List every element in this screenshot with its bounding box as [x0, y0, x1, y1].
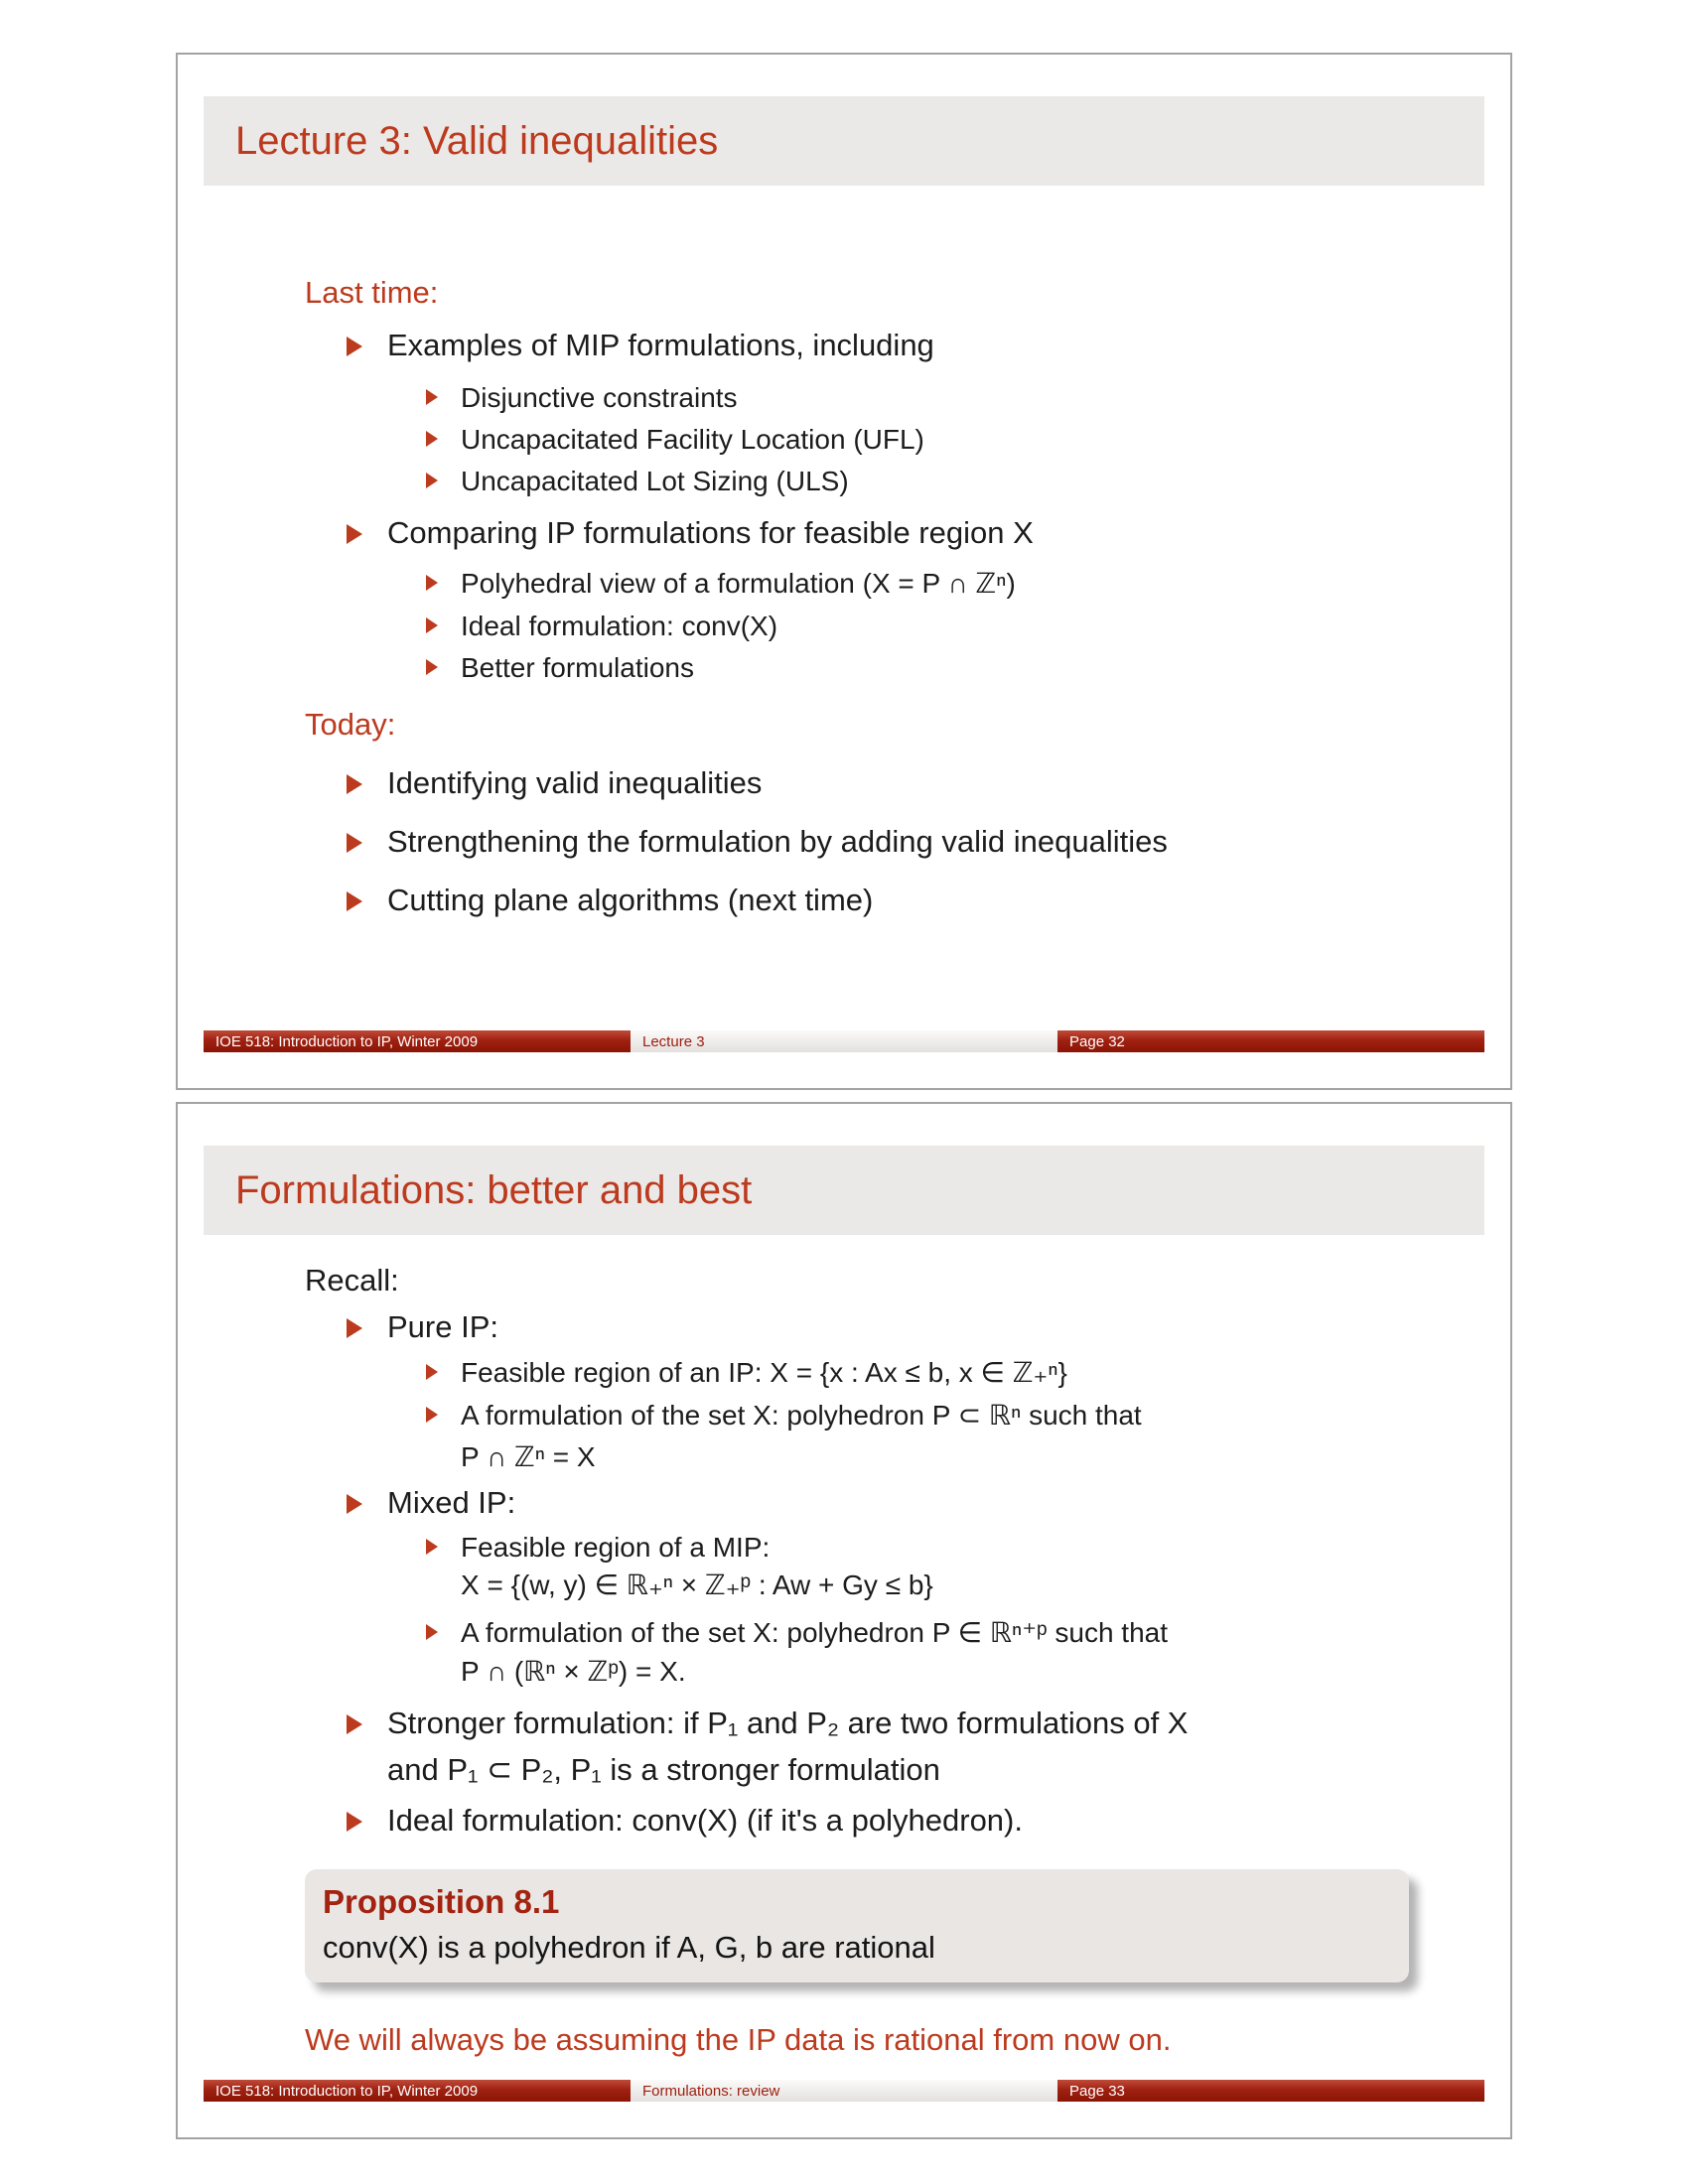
bullet-triangle-icon [426, 1539, 438, 1555]
bullet-text: Comparing IP formulations for feasible region X [387, 515, 1034, 550]
bullet-triangle-icon [347, 891, 362, 911]
sub-bullet-continuation [461, 1655, 686, 1688]
slide-title-bar [204, 1146, 1484, 1235]
section-heading-label: Today: [305, 707, 396, 742]
footer-page-label: Page 33 [1069, 2082, 1125, 2100]
slide-page-33 [176, 1102, 1512, 2139]
bullet-item [347, 1803, 1023, 1840]
sub-bullet-text: A formulation of the set X: polyhedron P ⊂ ℝⁿ such that [461, 1400, 1142, 1431]
bullet-text: Cutting plane algorithms (next time) [387, 883, 874, 917]
bullet-triangle-icon [426, 1624, 438, 1640]
bullet-triangle-icon [347, 337, 362, 356]
sub-bullet-text: Better formulations [461, 652, 694, 683]
sub-bullet-text: P ∩ (ℝⁿ × ℤᵖ) = X. [461, 1656, 686, 1687]
bullet-item [347, 1706, 1188, 1742]
sub-bullet-text: Ideal formulation: conv(X) [461, 611, 778, 641]
footer-page [1057, 1030, 1484, 1052]
bullet-item [347, 765, 762, 802]
bullet-item [347, 515, 1034, 552]
footer-section-label: Formulations: review [642, 2082, 780, 2100]
bullet-text: Examples of MIP formulations, including [387, 328, 934, 362]
bullet-text: Ideal formulation: conv(X) (if it's a polyhedron). [387, 1803, 1023, 1838]
bullet-triangle-icon [347, 774, 362, 794]
bullet-item [347, 883, 873, 919]
bullet-text: Pure IP: [387, 1309, 498, 1344]
section-heading-today [305, 707, 395, 744]
bullet-triangle-icon [426, 389, 438, 405]
bullet-triangle-icon [426, 1407, 438, 1423]
bullet-item [347, 1309, 498, 1346]
bullet-triangle-icon [347, 833, 362, 853]
bullet-triangle-icon [347, 524, 362, 544]
bullet-triangle-icon [426, 473, 438, 488]
sub-bullet-item [426, 651, 694, 684]
footer-bar [204, 1030, 1484, 1052]
sub-bullet-text: Uncapacitated Lot Sizing (ULS) [461, 466, 849, 496]
bullet-item [347, 1485, 515, 1522]
sub-bullet-item [426, 465, 849, 497]
footer-page [1057, 2080, 1484, 2102]
footer-section-label: Lecture 3 [642, 1032, 705, 1050]
slide-title: Lecture 3: Valid inequalities [235, 118, 719, 163]
footer-page-label: Page 32 [1069, 1032, 1125, 1050]
bullet-triangle-icon [426, 575, 438, 591]
slide-page-32 [176, 53, 1512, 1090]
bullet-triangle-icon [347, 1714, 362, 1734]
section-heading-label: Recall: [305, 1263, 399, 1297]
sub-bullet-text: Polyhedral view of a formulation (X = P ∩ ℤⁿ) [461, 568, 1016, 599]
bullet-triangle-icon [347, 1318, 362, 1338]
bullet-text: and P₁ ⊂ P₂, P₁ is a stronger formulation [387, 1752, 940, 1787]
bullet-text: Stronger formulation: if P₁ and P₂ are two formulations of X [387, 1706, 1189, 1740]
section-heading-label: Last time: [305, 275, 439, 310]
sub-bullet-item [426, 1356, 1067, 1389]
sub-bullet-text: A formulation of the set X: polyhedron P ∈ ℝⁿ⁺ᵖ such that [461, 1617, 1169, 1648]
sub-bullet-item [426, 381, 738, 414]
sub-bullet-item [426, 1616, 1168, 1649]
bullet-item [347, 328, 934, 364]
sub-bullet-item [426, 423, 924, 456]
sub-bullet-item [426, 1531, 770, 1564]
bullet-triangle-icon [347, 1494, 362, 1514]
bullet-triangle-icon [426, 1364, 438, 1380]
footer-course [204, 1030, 631, 1052]
section-heading-recall [305, 1263, 399, 1299]
sub-bullet-text: Uncapacitated Facility Location (UFL) [461, 424, 924, 455]
bullet-item [347, 824, 1168, 861]
bullet-triangle-icon [426, 431, 438, 447]
footer-section [631, 1030, 1057, 1052]
sub-bullet-text: Feasible region of an IP: X = {x : Ax ≤ b, x ∈ ℤ₊ⁿ} [461, 1357, 1067, 1388]
footer-section [631, 2080, 1057, 2102]
proposition-body: conv(X) is a polyhedron if A, G, b are rational [323, 1930, 935, 1965]
bullet-triangle-icon [426, 659, 438, 675]
bullet-triangle-icon [426, 617, 438, 633]
bullet-text: Mixed IP: [387, 1485, 516, 1520]
sub-bullet-continuation [461, 1440, 596, 1473]
bullet-continuation [387, 1752, 940, 1789]
sub-bullet-item [426, 567, 1016, 600]
slide-title-bar [204, 96, 1484, 186]
sub-bullet-continuation [461, 1569, 933, 1601]
section-heading-last-time [305, 275, 438, 312]
sub-bullet-text: Disjunctive constraints [461, 382, 738, 413]
footer-course-label: IOE 518: Introduction to IP, Winter 2009 [215, 1032, 479, 1050]
footer-course [204, 2080, 631, 2102]
bullet-text: Identifying valid inequalities [387, 765, 763, 800]
sub-bullet-item [426, 1399, 1142, 1432]
proposition-block [305, 1869, 1409, 1982]
footer-course-label: IOE 518: Introduction to IP, Winter 2009 [215, 2082, 479, 2100]
sub-bullet-item [426, 610, 777, 642]
bullet-triangle-icon [347, 1812, 362, 1832]
proposition-title: Proposition 8.1 [323, 1883, 560, 1920]
footer-bar [204, 2080, 1484, 2102]
bullet-text: Strengthening the formulation by adding valid inequalities [387, 824, 1168, 859]
sub-bullet-text: P ∩ ℤⁿ = X [461, 1441, 596, 1472]
note-text: We will always be assuming the IP data is rational from now on. [305, 2022, 1172, 2057]
slide-title: Formulations: better and best [235, 1167, 753, 1212]
sub-bullet-text: Feasible region of a MIP: [461, 1532, 771, 1563]
sub-bullet-text: X = {(w, y) ∈ ℝ₊ⁿ × ℤ₊ᵖ : Aw + Gy ≤ b} [461, 1570, 933, 1600]
